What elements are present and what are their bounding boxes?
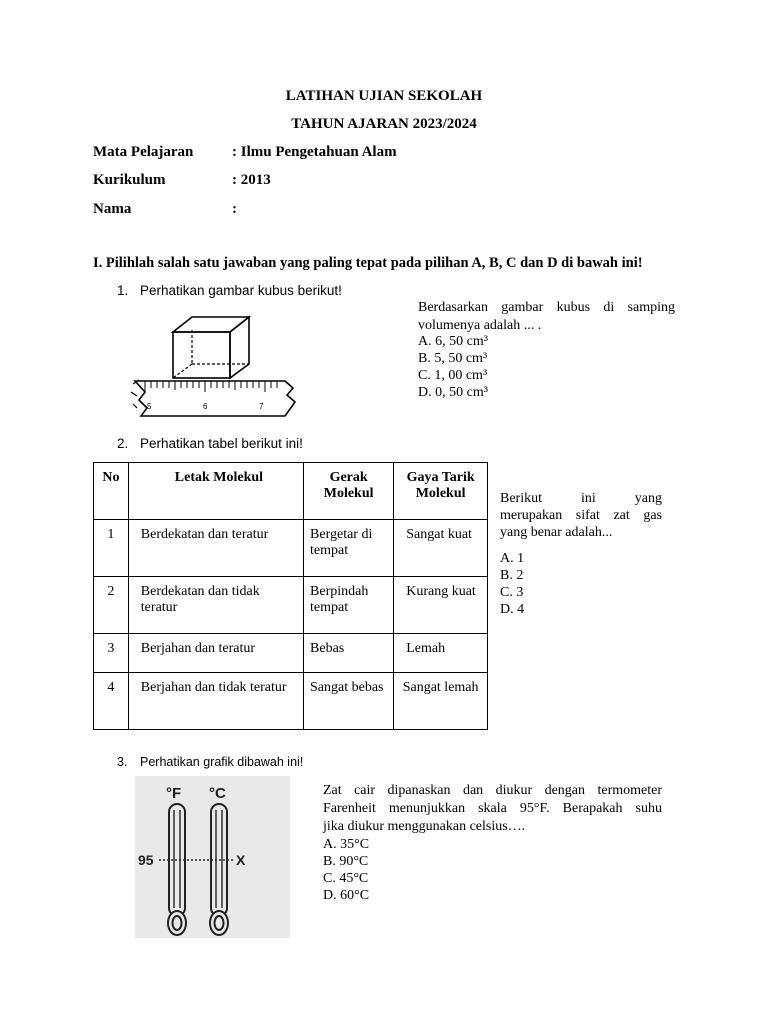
q3-text-line2: Farenheit menunjukkan skala 95°F. Berapakah suhu	[323, 801, 662, 816]
unknown-x-label: X	[236, 852, 246, 868]
table-header-gerak: Gerak Molekul	[304, 463, 394, 520]
q1-text-line1: Berdasarkan gambar kubus di samping	[418, 300, 675, 315]
q2-number: 2.	[117, 436, 129, 451]
table-cell: Lemah	[394, 634, 488, 673]
field-value-curriculum: : 2013	[232, 172, 271, 188]
q3-option-b[interactable]: B. 90°C	[323, 854, 369, 869]
q1-option-a[interactable]: A. 6, 50 cm³	[418, 334, 488, 349]
table-cell: 2	[94, 577, 129, 634]
q3-text-line1: Zat cair dipanaskan dan diukur dengan termometer	[323, 783, 662, 798]
table-cell: Berjahan dan tidak teratur	[128, 673, 303, 730]
table-cell: Bebas	[304, 634, 394, 673]
field-value-name: :	[232, 201, 237, 217]
table-header-gaya: Gaya Tarik Molekul	[394, 463, 488, 520]
q1-options	[418, 333, 488, 401]
q3-text-line3: jika diukur menggunakan celsius….	[323, 819, 526, 834]
thermometer-figure	[135, 776, 290, 938]
table-cell: Berdekatan dan teratur	[128, 520, 303, 577]
table-row	[94, 634, 488, 673]
q1-prompt: Perhatikan gambar kubus berikut!	[140, 283, 342, 298]
fahrenheit-label: °F	[166, 785, 182, 802]
table-header-no: No	[94, 463, 129, 520]
q3-options	[323, 836, 369, 904]
ruler-label-6: 6	[203, 402, 208, 411]
table-cell: Berdekatan dan tidak teratur	[128, 577, 303, 634]
q3-prompt: Perhatikan grafik dibawah ini!	[140, 755, 304, 769]
table-row	[94, 520, 488, 577]
cube-on-ruler-figure	[125, 312, 300, 424]
table-cell: 3	[94, 634, 129, 673]
q2-prompt: Perhatikan tabel berikut ini!	[140, 436, 303, 451]
q2-option-d[interactable]: D. 4	[500, 602, 525, 617]
table-cell: Kurang kuat	[394, 577, 488, 634]
q2-option-b[interactable]: B. 2	[500, 568, 524, 583]
q2-text-line3: yang benar adalah...	[500, 525, 613, 540]
table-cell: 1	[94, 520, 129, 577]
q2-text-line2: merupakan sifat zat gas	[500, 508, 662, 523]
table-header-row	[94, 463, 488, 520]
q2-option-c[interactable]: C. 3	[500, 585, 524, 600]
q1-option-c[interactable]: C. 1, 00 cm³	[418, 368, 488, 383]
table-cell: Berpindah tempat	[304, 577, 394, 634]
q3-option-c[interactable]: C. 45°C	[323, 871, 369, 886]
q3-number: 3.	[117, 755, 128, 769]
table-cell: 4	[94, 673, 129, 730]
q1-option-d[interactable]: D. 0, 50 cm³	[418, 385, 488, 400]
ruler-label-7: 7	[259, 402, 264, 411]
field-label-subject: Mata Pelajaran	[93, 144, 194, 160]
doc-subtitle: TAHUN AJARAN 2023/2024	[291, 116, 477, 132]
table-row	[94, 577, 488, 634]
value-95-label: 95	[138, 852, 154, 868]
table-row	[94, 673, 488, 730]
doc-title: LATIHAN UJIAN SEKOLAH	[285, 88, 483, 104]
field-label-name: Nama	[93, 201, 132, 217]
q1-number: 1.	[117, 283, 129, 298]
field-label-curriculum: Kurikulum	[93, 172, 166, 188]
table-cell: Bergetar di tempat	[304, 520, 394, 577]
q1-option-b[interactable]: B. 5, 50 cm³	[418, 351, 488, 366]
q1-text-line2: volumenya adalah ... .	[418, 318, 542, 333]
ruler-label-5: 5	[147, 402, 152, 411]
q3-option-d[interactable]: D. 60°C	[323, 888, 370, 903]
table-cell: Sangat lemah	[394, 673, 488, 730]
celsius-label: °C	[209, 785, 226, 802]
q3-option-a[interactable]: A. 35°C	[323, 837, 370, 852]
q2-options	[500, 550, 524, 618]
table-header-letak: Letak Molekul	[128, 463, 303, 520]
q2-option-a[interactable]: A. 1	[500, 551, 525, 566]
field-value-subject: : Ilmu Pengetahuan Alam	[232, 144, 397, 160]
section-instruction: I. Pilihlah salah satu jawaban yang paling tepat pada pilihan A, B, C dan D di bawah ini!	[93, 255, 643, 271]
table-cell: Berjahan dan teratur	[128, 634, 303, 673]
molecule-table	[93, 462, 488, 730]
q2-text-line1: Berikut ini yang	[500, 491, 662, 506]
table-cell: Sangat bebas	[304, 673, 394, 730]
table-cell: Sangat kuat	[394, 520, 488, 577]
